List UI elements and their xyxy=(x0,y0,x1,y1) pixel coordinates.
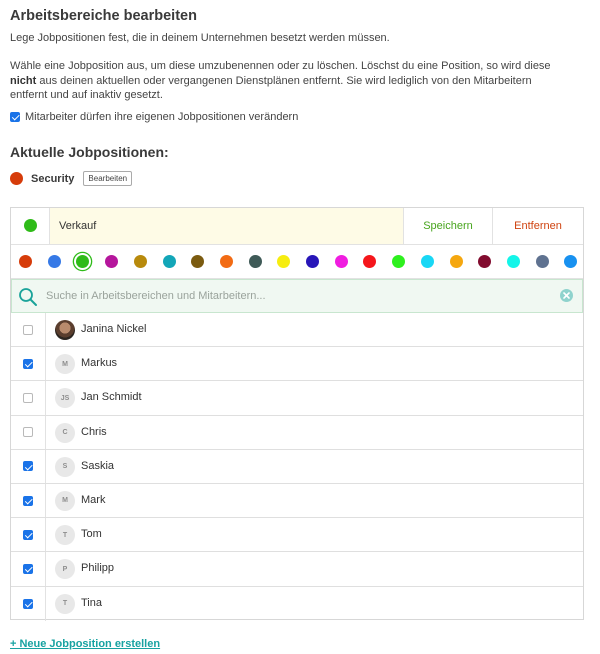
avatar: S xyxy=(55,457,75,477)
employee-checkbox[interactable] xyxy=(23,393,33,403)
employee-row[interactable] xyxy=(11,313,583,347)
search-bar xyxy=(11,279,583,313)
info-text-part: aus deinen aktuellen oder vergangenen Dienstplänen entfernt. Sie wird lediglich von den Mitarbeitern entfernt und auf inaktiv gesetzt. xyxy=(10,74,532,101)
palette-color-3[interactable] xyxy=(76,255,89,268)
permission-checkbox[interactable] xyxy=(10,112,20,122)
employee-checkbox-cell xyxy=(11,313,46,346)
position-color-dot xyxy=(10,172,23,185)
employee-checkbox[interactable] xyxy=(23,564,33,574)
palette-color-13[interactable] xyxy=(363,255,376,268)
employee-checkbox-cell xyxy=(11,518,46,551)
employee-list xyxy=(11,313,583,621)
search-input[interactable] xyxy=(44,284,544,308)
position-editor xyxy=(10,207,584,620)
palette-color-6[interactable] xyxy=(163,255,176,268)
palette-color-19[interactable] xyxy=(536,255,549,268)
employee-checkbox-cell xyxy=(11,552,46,585)
palette-color-14[interactable] xyxy=(392,255,405,268)
palette-color-8[interactable] xyxy=(220,255,233,268)
palette-color-12[interactable] xyxy=(335,255,348,268)
save-button[interactable]: Speichern xyxy=(404,208,493,244)
employee-row[interactable] xyxy=(11,347,583,381)
avatar: M xyxy=(55,491,75,511)
avatar: JS xyxy=(55,388,75,408)
position-name: Security xyxy=(31,172,75,185)
avatar: T xyxy=(55,525,75,545)
palette-color-9[interactable] xyxy=(249,255,262,268)
permission-option[interactable] xyxy=(10,111,298,123)
info-text-part: Wähle eine Jobposition aus, um diese umzubenennen oder zu löschen. Löschst du eine Position, so wird diese xyxy=(10,60,551,72)
employee-checkbox-cell xyxy=(11,587,46,621)
employee-checkbox[interactable] xyxy=(23,325,33,335)
palette-color-4[interactable] xyxy=(105,255,118,268)
employee-name: Markus xyxy=(81,357,118,370)
employee-checkbox[interactable] xyxy=(23,530,33,540)
avatar: M xyxy=(55,354,75,374)
employee-checkbox[interactable] xyxy=(23,599,33,609)
editor-header-row xyxy=(11,208,583,245)
palette-color-18[interactable] xyxy=(507,255,520,268)
current-positions-heading: Aktuelle Jobpositionen: xyxy=(10,144,169,160)
color-palette xyxy=(11,245,583,279)
permission-label: Mitarbeiter dürfen ihre eigenen Jobpositionen verändern xyxy=(25,111,299,123)
new-position-link[interactable]: + Neue Jobposition erstellen xyxy=(10,638,161,650)
info-text xyxy=(10,59,570,103)
employee-name: Janina Nickel xyxy=(81,323,147,335)
palette-color-7[interactable] xyxy=(191,255,204,268)
employee-name: Saskia xyxy=(81,459,115,472)
clear-search-icon[interactable] xyxy=(560,289,573,302)
employee-checkbox[interactable] xyxy=(23,427,33,437)
avatar xyxy=(55,320,75,340)
employee-row[interactable] xyxy=(11,416,583,450)
avatar: C xyxy=(55,423,75,443)
position-item-security xyxy=(10,171,132,186)
palette-color-5[interactable] xyxy=(134,255,147,268)
employee-row[interactable] xyxy=(11,381,583,415)
employee-name: Jan Schmidt xyxy=(81,391,142,404)
palette-color-17[interactable] xyxy=(478,255,491,268)
employee-row[interactable] xyxy=(11,518,583,552)
employee-name: Tom xyxy=(81,528,102,541)
search-icon xyxy=(18,287,38,307)
employee-checkbox-cell xyxy=(11,450,46,483)
palette-color-10[interactable] xyxy=(277,255,290,268)
employee-name: Chris xyxy=(81,425,107,438)
employee-checkbox[interactable] xyxy=(23,359,33,369)
employee-name: Mark xyxy=(81,493,106,506)
avatar: P xyxy=(55,559,75,579)
employee-row[interactable] xyxy=(11,450,583,484)
remove-button[interactable]: Entfernen xyxy=(514,220,562,232)
employee-checkbox[interactable] xyxy=(23,496,33,506)
palette-color-16[interactable] xyxy=(450,255,463,268)
edit-position-button[interactable]: Bearbeiten xyxy=(83,171,132,186)
employee-name: Tina xyxy=(81,596,102,609)
employee-checkbox-cell xyxy=(11,381,46,414)
employee-checkbox-cell xyxy=(11,347,46,380)
palette-color-15[interactable] xyxy=(421,255,434,268)
palette-color-2[interactable] xyxy=(48,255,61,268)
selected-color-cell[interactable] xyxy=(11,208,50,244)
position-name-input[interactable] xyxy=(50,208,404,244)
info-text-emphasis: nicht xyxy=(10,74,37,87)
selected-color-dot xyxy=(24,219,37,232)
employee-row[interactable] xyxy=(11,484,583,518)
palette-color-20[interactable] xyxy=(564,255,577,268)
employee-checkbox-cell xyxy=(11,484,46,517)
avatar: T xyxy=(55,594,75,614)
employee-row[interactable] xyxy=(11,552,583,586)
palette-color-11[interactable] xyxy=(306,255,319,268)
palette-color-1[interactable] xyxy=(19,255,32,268)
employee-checkbox[interactable] xyxy=(23,461,33,471)
page-title: Arbeitsbereiche bearbeiten xyxy=(10,8,197,24)
intro-text: Lege Jobpositionen fest, die in deinem Unternehmen besetzt werden müssen. xyxy=(10,32,390,44)
employee-checkbox-cell xyxy=(11,416,46,449)
employee-name: Philipp xyxy=(81,562,115,575)
employee-row[interactable] xyxy=(11,587,583,621)
